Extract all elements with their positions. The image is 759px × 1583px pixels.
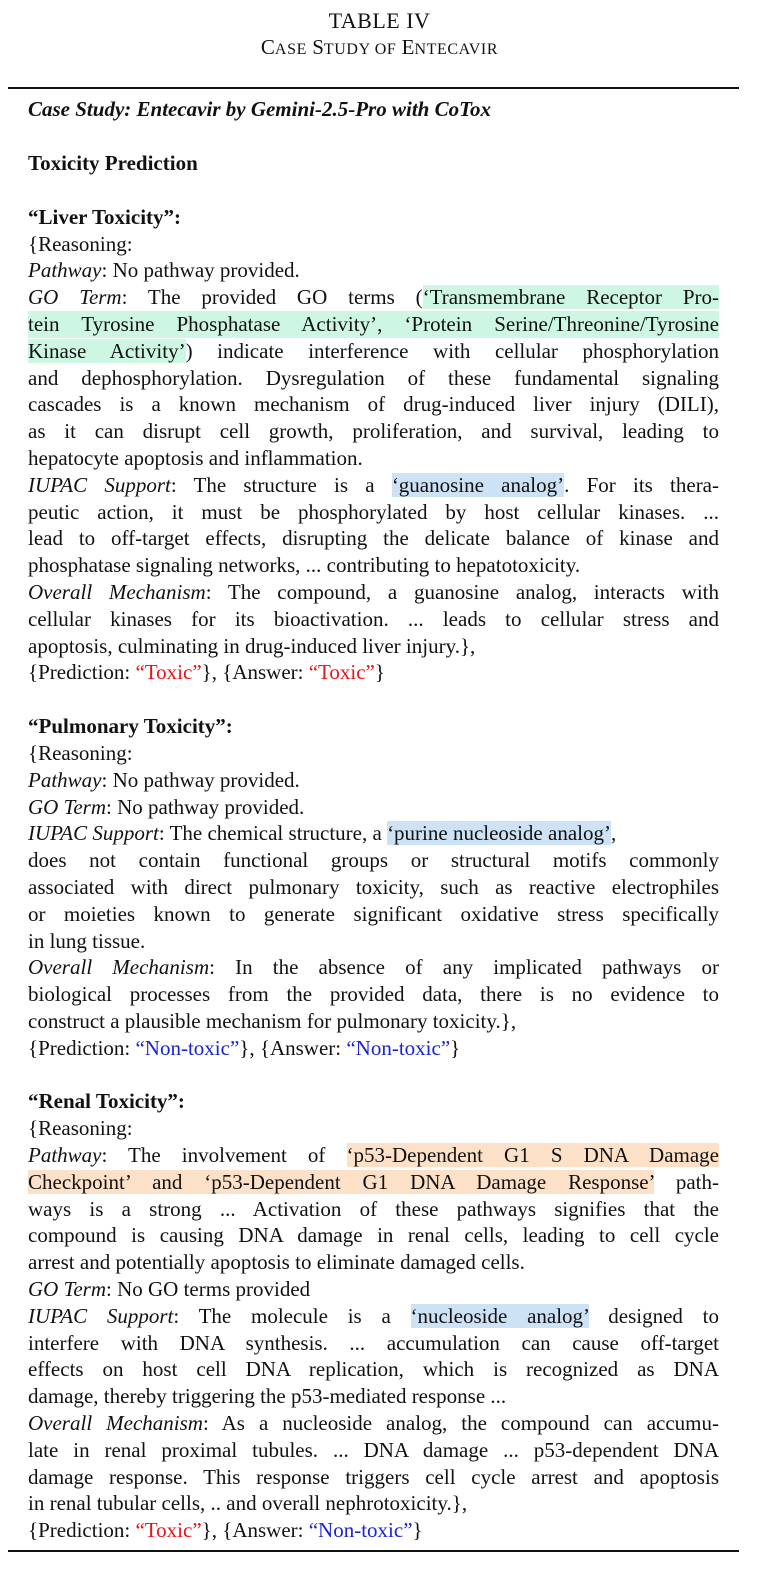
pulmonary-prediction: {Prediction: “Non-toxic”}, {Answer: “Non-toxic”} (28, 1035, 461, 1060)
pulmonary-iupac-line-5: in lung tissue. (28, 928, 146, 953)
table-title: CASE STUDY OF ENTECAVIR (260, 35, 499, 59)
pathway-highlight: ‘p53-Dependent G1 S DNA Damage (346, 1143, 720, 1168)
liver-iupac-line-4: phosphatase signaling networks, ... contributing to hepatotoxicity. (28, 553, 581, 578)
renal-overall-line-1: Overall Mechanism: As a nucleoside analog, the compound can accumu- (28, 1411, 719, 1436)
liver-reasoning-label: {Reasoning: (28, 231, 133, 256)
renal-iupac-line-3: effects on host cell DNA replication, which is recognized as DNA (28, 1357, 719, 1382)
table-number: TABLE IV (328, 8, 431, 33)
pulmonary-go: GO Term: No pathway provided. (28, 794, 305, 819)
renal-iupac-line-2: interfere with DNA synthesis. ... accumulation can cause off-target (28, 1330, 719, 1355)
renal-pathway-line-1: Pathway: The involvement of ‘p53-Dependent G1 S DNA Damage (28, 1143, 720, 1168)
pulmonary-overall-line-1: Overall Mechanism: In the absence of any implicated pathways or (28, 955, 719, 980)
prediction-value: “Toxic” (135, 660, 202, 685)
pulmonary-overall-line-2: biological processes from the provided data, there is no evidence to (28, 982, 719, 1007)
renal-pathway-line-4: compound is causing DNA damage in renal cells, leading to cell cycle (28, 1223, 719, 1248)
prediction-value: “Non-toxic” (135, 1035, 240, 1060)
answer-value: “Toxic” (308, 660, 375, 685)
renal-pathway-line-5: arrest and potentially apoptosis to eliminate damaged cells. (28, 1250, 525, 1275)
liver-iupac-line-1: IUPAC Support: The structure is a ‘guanosine analog’. For its thera- (28, 472, 719, 497)
pulmonary-section (28, 713, 719, 1062)
renal-pathway-line-2: Checkpoint’ and ‘p53-Dependent G1 DNA Damage Response’ path- (28, 1169, 719, 1194)
liver-section (28, 204, 719, 687)
top-rule (8, 87, 739, 89)
pulmonary-overall-line-3: construct a plausible mechanism for pulmonary toxicity.}, (28, 1008, 517, 1033)
bottom-rule (8, 1550, 739, 1552)
renal-overall-line-3: damage response. This response triggers cell cycle arrest and apoptosis (28, 1464, 719, 1489)
renal-iupac-line-4: damage, thereby triggering the p53-mediated response ... (28, 1384, 507, 1409)
answer-value: “Non-toxic” (346, 1035, 451, 1060)
table-body (28, 96, 719, 1544)
liver-go-line-1: GO Term: The provided GO terms (‘Transmembrane Receptor Pro- (28, 285, 720, 310)
renal-iupac-line-1: IUPAC Support: The molecule is a ‘nucleoside analog’ designed to (28, 1303, 719, 1328)
renal-prediction: {Prediction: “Toxic”}, {Answer: “Non-toxic”} (28, 1518, 423, 1543)
section-heading: Toxicity Prediction (28, 150, 198, 175)
liver-iupac-line-3: lead to off-target effects, disrupting the delicate balance of kinase and (28, 526, 719, 551)
liver-go-line-6: as it can disrupt cell growth, proliferation, and survival, leading to (28, 419, 719, 444)
pulmonary-iupac-line-3: associated with direct pulmonary toxicity, such as reactive electrophiles (28, 874, 719, 899)
go-term-highlight: ‘Transmembrane Receptor Pro- (422, 285, 720, 310)
pulmonary-iupac-line-1: IUPAC Support: The chemical structure, a ‘purine nucleoside analog’, (28, 821, 617, 846)
renal-overall-line-4: in renal tubular cells, .. and overall nephrotoxicity.}, (28, 1491, 468, 1516)
renal-go: GO Term: No GO terms provided (28, 1277, 311, 1302)
liver-go-line-2: tein Tyrosine Phosphatase Activity’, ‘Protein Serine/Threonine/Tyrosine (28, 311, 719, 336)
pulmonary-iupac-line-2: does not contain functional groups or structural motifs commonly (28, 848, 719, 873)
liver-overall-line-2: cellular kinases for its bioactivation. ... leads to cellular stress and (28, 606, 719, 631)
case-title: Case Study: Entecavir by Gemini-2.5-Pro with CoTox (28, 97, 491, 121)
renal-section (28, 1088, 719, 1544)
liver-iupac-line-2: peutic action, it must be phosphorylated by host cellular kinases. ... (28, 499, 719, 524)
liver-go-line-5: cascades is a known mechanism of drug-induced liver injury (DILI), (28, 392, 719, 417)
liver-heading: “Liver Toxicity”: (28, 204, 182, 229)
renal-pathway-line-3: ways is a strong ... Activation of these pathways signifies that the (28, 1196, 719, 1221)
liver-prediction: {Prediction: “Toxic”}, {Answer: “Toxic”} (28, 660, 385, 685)
liver-go-line-4: and dephosphorylation. Dysregulation of these fundamental signaling (28, 365, 719, 390)
liver-overall-line-1: Overall Mechanism: The compound, a guanosine analog, interacts with (28, 579, 719, 604)
iupac-highlight: ‘purine nucleoside analog’ (387, 821, 611, 846)
pulmonary-pathway: Pathway: No pathway provided. (28, 767, 300, 792)
answer-value: “Non-toxic” (308, 1518, 413, 1543)
iupac-highlight: ‘nucleoside analog’ (410, 1303, 589, 1328)
iupac-highlight: ‘guanosine analog’ (391, 472, 565, 497)
liver-go-line-3: Kinase Activity’) indicate interference with cellular phosphorylation (28, 338, 719, 363)
liver-pathway: Pathway: No pathway provided. (28, 258, 300, 283)
renal-heading: “Renal Toxicity”: (28, 1089, 185, 1114)
renal-reasoning-label: {Reasoning: (28, 1116, 133, 1141)
pulmonary-reasoning-label: {Reasoning: (28, 740, 133, 765)
pulmonary-iupac-line-4: or moieties known to generate significant oxidative stress specifically (28, 901, 719, 926)
renal-overall-line-2: late in renal proximal tubules. ... DNA damage ... p53-dependent DNA (28, 1437, 719, 1462)
liver-go-line-7: hepatocyte apoptosis and inflammation. (28, 445, 363, 470)
pulmonary-heading: “Pulmonary Toxicity”: (28, 713, 233, 738)
prediction-value: “Toxic” (135, 1518, 202, 1543)
liver-overall-line-3: apoptosis, culminating in drug-induced liver injury.}, (28, 633, 476, 658)
